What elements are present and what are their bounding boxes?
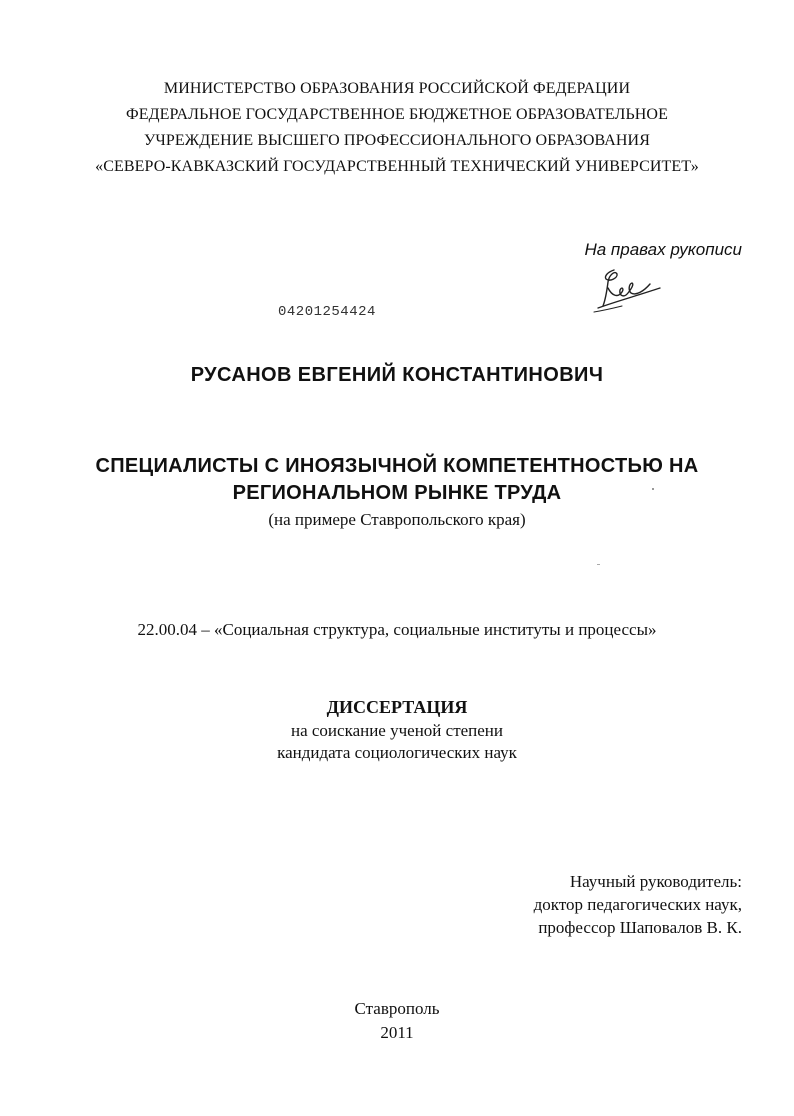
scan-speck [652, 488, 654, 490]
thesis-title-line2: РЕГИОНАЛЬНОМ РЫНКЕ ТРУДА [232, 482, 562, 504]
dissertation-field-line: кандидата социологических наук [277, 743, 517, 762]
header-line-ministry: МИНИСТЕРСТВО ОБРАЗОВАНИЯ РОССИЙСКОЙ ФЕДЕРАЦИИ [163, 80, 631, 97]
header-line-federal: ФЕДЕРАЛЬНОЕ ГОСУДАРСТВЕННОЕ БЮДЖЕТНОЕ ОБРАЗОВАТЕЛЬНОЕ [126, 106, 668, 123]
city: Ставрополь [354, 999, 440, 1018]
signature-icon [584, 266, 664, 316]
supervisor-label: Научный руководитель: [569, 872, 742, 891]
specialty-code: 22.00.04 – «Социальная структура, социальные институты и процессы» [137, 620, 657, 639]
supervisor-degree: доктор педагогических наук, [533, 895, 742, 914]
thesis-subtitle: (на примере Ставропольского края) [268, 510, 526, 529]
dissertation-block [0, 697, 794, 764]
thesis-title [0, 453, 794, 507]
year: 2011 [380, 1023, 414, 1042]
supervisor-name: профессор Шаповалов В. К. [538, 918, 742, 937]
supervisor-block [534, 870, 742, 939]
institution-header [0, 76, 794, 180]
place-and-year [0, 997, 794, 1045]
scan-speck [597, 564, 600, 565]
manuscript-rights-note: На правах рукописи [584, 240, 742, 259]
header-line-university: «СЕВЕРО-КАВКАЗСКИЙ ГОСУДАРСТВЕННЫЙ ТЕХНИЧЕСКИЙ УНИВЕРСИТЕТ» [95, 158, 699, 175]
header-line-institution: УЧРЕЖДЕНИЕ ВЫСШЕГО ПРОФЕССИОНАЛЬНОГО ОБРАЗОВАНИЯ [144, 132, 650, 149]
thesis-title-line1: СПЕЦИАЛИСТЫ С ИНОЯЗЫЧНОЙ КОМПЕТЕНТНОСТЬЮ НА [95, 455, 699, 477]
dissertation-heading: ДИССЕРТАЦИЯ [326, 697, 468, 717]
dissertation-degree-line: на соискание ученой степени [290, 721, 504, 740]
author-name: РУСАНОВ ЕВГЕНИЙ КОНСТАНТИНОВИЧ [190, 364, 604, 386]
catalog-number: 04201254424 [278, 304, 376, 320]
